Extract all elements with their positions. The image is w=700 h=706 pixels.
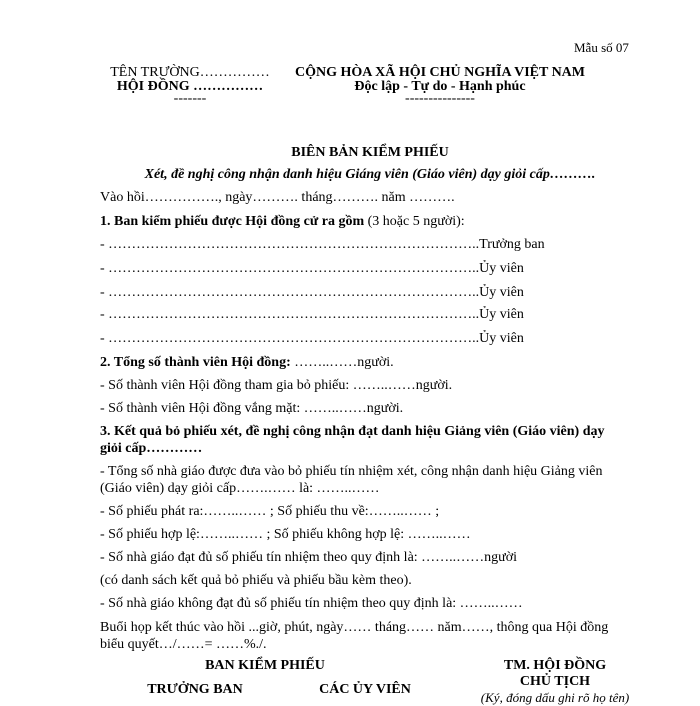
section1-heading — [100, 214, 465, 230]
section3-heading-cont: giỏi cấp………… — [100, 441, 203, 456]
document-title: BIÊN BẢN KIỂM PHIẾU — [291, 145, 449, 160]
closing-line: Buổi họp kết thúc vào hồi ...giờ, phút, ngày…… tháng…… năm……, thông qua Hội đồng — [100, 620, 609, 635]
section1-note: (3 hoặc 5 người): — [364, 214, 465, 229]
school-name: TÊN TRƯỜNG…………… — [110, 65, 270, 80]
section3-line: - Tổng số nhà giáo được đưa vào bỏ phiếu tín nhiệm xét, công nhận danh hiệu Giảng viên — [100, 464, 603, 479]
section2-heading — [100, 355, 394, 371]
signature-note: (Ký, đóng dấu ghi rõ họ tên) — [480, 690, 630, 705]
section3-heading: 3. Kết quả bỏ phiếu xét, đề nghị công nhận đạt danh hiệu Giảng viên (Giáo viên) dạy — [100, 424, 605, 439]
council-name: HỘI ĐỒNG …………… — [116, 79, 264, 94]
closing-line: biểu quyết…/……= ……%./. — [100, 637, 267, 652]
form-number: Mẫu số 07 — [574, 40, 629, 55]
section3-line: - Số nhà giáo đạt đủ số phiếu tín nhiệm theo quy định là: ……..……người — [100, 550, 518, 565]
section3-line: - Số phiếu hợp lệ:……..…… ; Số phiếu không hợp lệ: ……..…… — [100, 527, 471, 542]
signature-head: TRƯỞNG BAN — [147, 682, 243, 697]
header-right-divider: --------------- — [405, 91, 475, 106]
member-row: - ……………………………………………………………………..Ủy viên — [100, 261, 524, 276]
signature-chairman: CHỦ TỊCH — [519, 674, 591, 689]
motto: Độc lập - Tự do - Hạnh phúc — [354, 79, 526, 94]
member-row: - ……………………………………………………………………..Trưởng ban — [100, 237, 545, 252]
signature-right-title: TM. HỘI ĐỒNG — [503, 658, 607, 673]
section2-line: - Số thành viên Hội đồng vắng mặt: ……..……người. — [100, 401, 404, 416]
section3-line: - Số phiếu phát ra:……..…… ; Số phiếu thu về:……..…… ; — [100, 504, 440, 519]
header-right — [290, 65, 590, 107]
section2-count: ……..……người. — [290, 355, 394, 370]
document-subtitle: Xét, đề nghị công nhận danh hiệu Giáng viên (Giáo viên) dạy giỏi cấp………. — [144, 167, 596, 182]
member-row: - ……………………………………………………………………..Ủy viên — [100, 331, 524, 346]
section2-line: - Số thành viên Hội đồng tham gia bỏ phiếu: ……..……người. — [100, 378, 453, 393]
country-name: CỘNG HÒA XÃ HỘI CHỦ NGHĨA VIỆT NAM — [294, 65, 585, 80]
member-row: - ……………………………………………………………………..Ủy viên — [100, 285, 524, 300]
time-line: Vào hồi……………., ngày………. tháng………. năm ………. — [100, 190, 455, 205]
signature-left-title: BAN KIỂM PHIẾU — [205, 658, 325, 673]
signature-members: CÁC ỦY VIÊN — [319, 682, 411, 697]
section3-line: (có danh sách kết quả bỏ phiếu và phiếu bầu kèm theo). — [100, 573, 412, 588]
header-left — [100, 65, 280, 107]
section3-line: (Giáo viên) dạy giỏi cấp…….…… là: ……..…… — [100, 481, 380, 496]
header-left-divider: ------- — [173, 91, 207, 106]
section2-title: 2. Tổng số thành viên Hội đồng: — [100, 355, 291, 370]
section1-title: 1. Ban kiểm phiếu được Hội đồng cử ra gồm — [100, 214, 365, 229]
member-row: - ……………………………………………………………………..Ủy viên — [100, 307, 524, 322]
section3-line: - Số nhà giáo không đạt đủ số phiếu tín nhiệm theo quy định là: ……..…… — [100, 596, 523, 611]
